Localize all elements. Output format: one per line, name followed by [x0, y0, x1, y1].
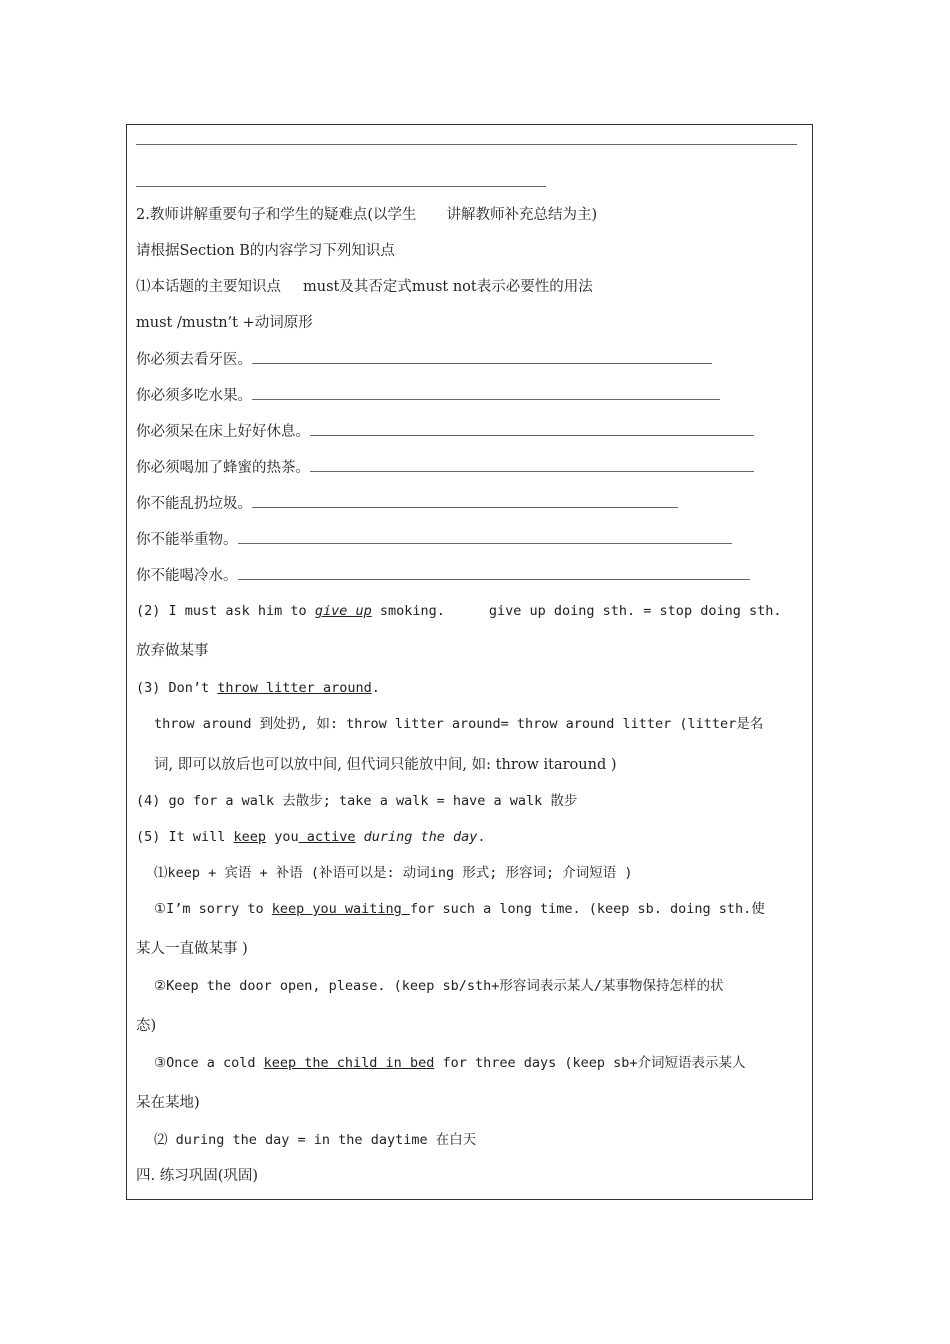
keep-example-3-note: 呆在某地): [136, 1095, 200, 1111]
keep-example-1-note: 某人一直做某事 ): [136, 941, 248, 957]
exercise-sentence: 你必须喝加了蜂蜜的热茶。: [136, 457, 754, 478]
exercise-sentence: 你必须多吃水果。: [136, 385, 720, 406]
point-4: (4) go for a walk 去散步; take a walk = have a walk 散步: [136, 793, 578, 809]
point-2-meaning: 放弃做某事: [136, 643, 209, 659]
knowledge-point-1: ⑴本话题的主要知识点 must及其否定式must not表示必要性的用法: [136, 279, 593, 295]
section-heading: 四. 练习巩固(巩固): [136, 1168, 259, 1184]
answer-line: [136, 186, 546, 187]
point-3-explanation: 词, 即可以放后也可以放中间, 但代词只能放中间, 如: throw itaround ): [154, 757, 617, 773]
exercise-sentence: 你不能喝冷水。: [136, 565, 750, 586]
point-5: (5) It will keep you active during the day.: [136, 829, 486, 845]
keep-example-3: ③Once a cold keep the child in bed for three days (keep sb+介词短语表示某人: [154, 1055, 746, 1071]
point-3-explanation: throw around 到处扔, 如: throw litter around= throw around litter (litter是名: [154, 716, 764, 732]
instruction-line: 请根据Section B的内容学习下列知识点: [136, 243, 395, 259]
keep-example-1: ①I’m sorry to keep you waiting for such a long time. (keep sb. doing sth.使: [154, 901, 765, 917]
exercise-sentence: 你不能举重物。: [136, 529, 732, 550]
keep-example-2-note: 态): [136, 1018, 157, 1034]
exercise-sentence: 你不能乱扔垃圾。: [136, 493, 678, 514]
answer-line: [136, 144, 797, 145]
during-the-day-usage: ⑵ during the day = in the daytime 在白天: [154, 1132, 477, 1148]
teaching-step-2: 2.教师讲解重要句子和学生的疑难点(以学生 讲解教师补充总结为主): [136, 207, 598, 223]
exercise-sentence: 你必须去看牙医。: [136, 349, 712, 370]
exercise-sentence: 你必须呆在床上好好休息。: [136, 421, 754, 442]
keep-example-2: ②Keep the door open, please. (keep sb/sth+形容词表示某人/某事物保持怎样的状: [154, 978, 724, 994]
must-structure: must /mustn’t +动词原形: [136, 315, 313, 331]
point-2: (2) I must ask him to give up smoking. give up doing sth. = stop doing sth.: [136, 603, 782, 619]
keep-usage: ⑴keep + 宾语 + 补语 (补语可以是: 动词ing 形式; 形容词; 介词短语 ): [154, 865, 633, 881]
point-3: (3) Don’t throw litter around.: [136, 680, 380, 696]
